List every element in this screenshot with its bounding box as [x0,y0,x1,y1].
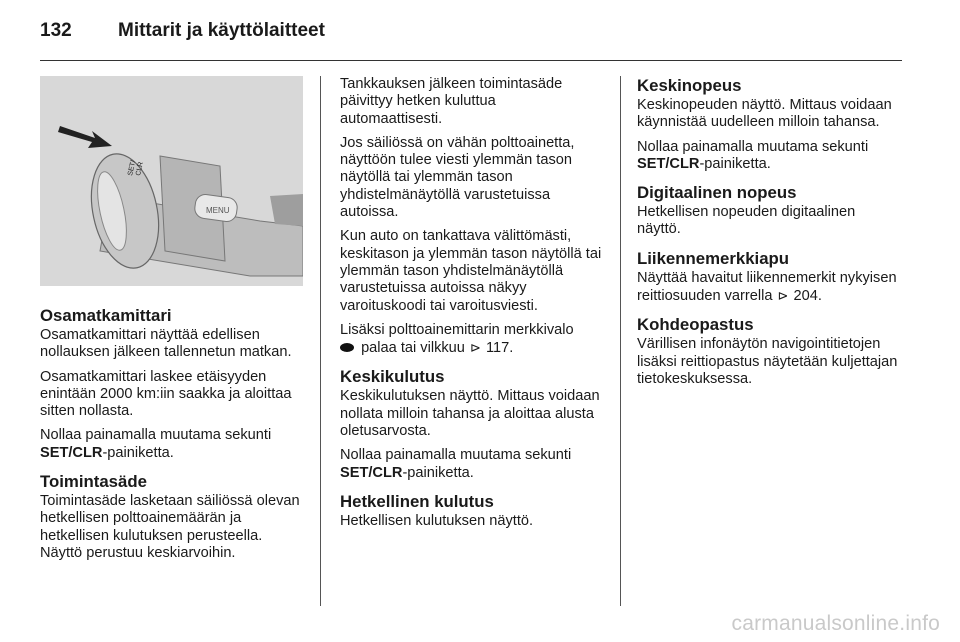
heading-osamatkamittari: Osamatkamittari [40,306,172,325]
page-number: 132 [40,20,72,41]
page-header [40,14,920,52]
heading-keskinopeus: Keskinopeus [637,76,742,95]
heading-keskikulutus: Keskikulutus [340,367,445,387]
button-name: SET/CLR [637,155,700,172]
paragraph: Osamatkamittari näyttää edellisen nollauksen jälkeen tallennetun matkan. [40,327,292,361]
heading-digitaalinen-nopeus: Digitaalinen nopeus [637,183,797,203]
button-name: SET/CLR [340,464,403,481]
text: -painiketta. [402,464,474,481]
heading-kohdeopastus: Kohdeopastus [637,315,754,335]
page-reference: 204. [793,288,822,305]
header-rule [40,60,902,61]
paragraph [40,427,302,462]
lever-illustration [40,76,303,286]
paragraph: Kun auto on tankattava välittömästi, keskitason ja ylemmän tason näytöllä tai ylemmän tason yhdistelmänäytöllä varustetuissa autoissa näkyy varoituskoodi tai varoitusviesti. [340,228,602,314]
text: Lisäksi polttoainemittarin merkkivalo [340,321,574,338]
page-reference: 117. [485,340,514,357]
column-2 [340,76,602,537]
clr-label: CLR [135,161,145,177]
text: Nollaa painamalla muutama sekunti [40,427,272,444]
paragraph: Osamatkamittari laskee etäisyyden enintään 2000 km:iin saakka ja aloittaa sitten nollasta. [40,368,292,420]
page-reference-icon: ⊳ [777,288,789,304]
text: -painiketta. [102,444,174,461]
column-divider [320,76,321,606]
paragraph [340,322,602,358]
text: palaa tai vilkkuu [361,340,465,357]
steering-lever-image [40,76,303,286]
paragraph: Keskinopeuden näyttö. Mittaus voidaan käynnistää uudelleen milloin tahansa. [637,97,892,131]
paragraph: Hetkellisen nopeuden digitaalinen näyttö. [637,204,856,238]
text: -painiketta. [699,155,771,172]
column-3 [637,76,899,395]
paragraph [637,139,899,174]
text: Nollaa painamalla muutama sekunti [340,447,572,464]
paragraph: Keskikulutuksen näyttö. Mittaus voidaan nollata milloin tahansa ja aloittaa alusta oletusarvosta. [340,388,600,440]
text: Nollaa painamalla muutama sekunti [637,138,869,155]
set-label: SET/ [127,159,138,177]
watermark: carmanualsonline.info [731,612,940,635]
paragraph: Jos säiliössä on vähän polttoainetta, näyttöön tulee viesti ylemmän tason näytöllä tai ylemmän tason yhdistelmänäytöllä varustetuissa autoissa. [340,134,575,221]
page-title: Mittarit ja käyttölaitteet [118,20,325,41]
paragraph: Värillisen infonäytön navigointitietojen lisäksi reittiopastus näytetään kuljettajan tietokeskuksessa. [637,336,898,387]
heading-liikennemerkkiapu: Liikennemerkkiapu [637,248,790,268]
column-divider [620,76,621,606]
paragraph: Tankkauksen jälkeen toimintasäde päivittyy hetken kuluttua automaattisesti. [340,76,563,127]
text: Näyttää havaitut liikennemerkit nykyisen reittiosuuden varrella [637,269,897,305]
paragraph [637,270,899,306]
paragraph: Toimintasäde lasketaan säiliössä olevan hetkellisen polttoainemäärän ja hetkellisen kulutuksen perusteella. Näyttö perustuu keskiarvoihin. [40,493,300,561]
button-name: SET/CLR [40,444,103,461]
paragraph: Hetkellisen kulutuksen näyttö. [340,512,534,529]
menu-label: MENU [206,206,230,215]
heading-hetkellinen-kulutus: Hetkellinen kulutus [340,491,494,511]
paragraph [340,447,602,482]
heading-toimintasade: Toimintasäde [40,472,147,492]
column-1 [40,76,302,569]
page-reference-icon: ⊳ [469,340,481,356]
fuel-warning-light-icon [340,343,354,352]
